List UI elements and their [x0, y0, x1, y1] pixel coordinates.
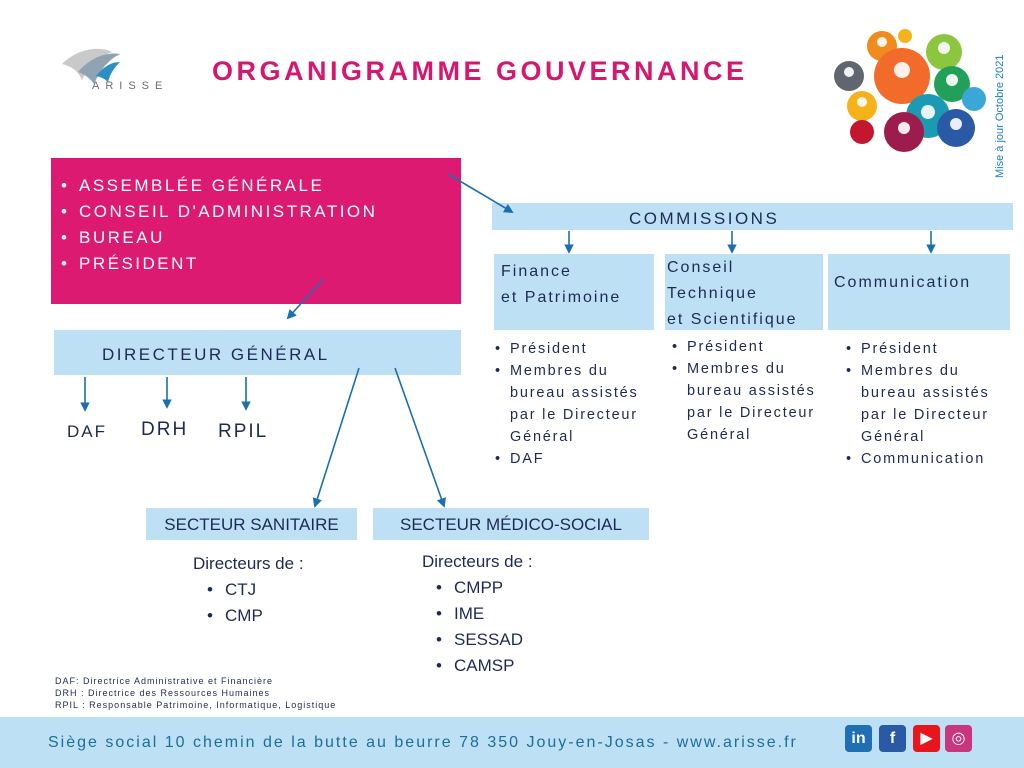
update-note — [994, 28, 1012, 178]
member-item: • Président — [687, 336, 832, 358]
governance-box — [51, 158, 461, 304]
director-item: • SESSAD — [454, 627, 533, 653]
member-item: • Membres du bureau assistés par le Directeur Général — [510, 360, 660, 448]
daf-label: DAF — [67, 422, 107, 441]
commission-scientific-members — [687, 336, 832, 446]
director-item: • IME — [454, 601, 533, 627]
abbreviation-notes — [55, 675, 336, 711]
footer — [0, 717, 1024, 768]
sector-label: SECTEUR MÉDICO-SOCIAL — [400, 515, 622, 534]
member-item: • DAF — [510, 448, 660, 470]
governance-list — [51, 158, 461, 277]
director-item: • CMP — [225, 603, 304, 629]
governance-item: • ASSEMBLÉE GÉNÉRALE — [79, 173, 461, 199]
member-item: • Membres du bureau assistés par le Directeur Général — [687, 358, 832, 446]
drh-label: DRH — [141, 419, 189, 440]
director-item: • CTJ — [225, 577, 304, 603]
governance-item: • PRÉSIDENT — [79, 251, 461, 277]
logo-wings-icon — [60, 42, 190, 102]
instagram-icon[interactable]: ◎ — [945, 725, 972, 752]
member-item: • Communication — [861, 448, 1021, 470]
note-line: DRH : Directrice des Ressources Humaines — [55, 688, 271, 698]
director-item: • CAMSP — [454, 653, 533, 679]
arrow-dg-sanitaire — [315, 368, 359, 506]
rpil-label: RPIL — [218, 421, 269, 442]
commission-communication-box — [828, 254, 1010, 330]
member-item: • Président — [510, 338, 660, 360]
linkedin-icon[interactable]: in — [845, 725, 872, 752]
commissions-label: COMMISSIONS — [629, 209, 780, 228]
governance-item: • CONSEIL D'ADMINISTRATION — [79, 199, 461, 225]
people-illustration — [832, 24, 988, 166]
commission-title: Communication — [834, 274, 972, 291]
directors-heading: Directeurs de : — [422, 552, 533, 571]
sector-medico-social-box — [373, 508, 649, 540]
people-bubbles-icon — [832, 24, 988, 166]
director-item: • CMPP — [454, 575, 533, 601]
youtube-icon[interactable]: ▶ — [913, 725, 940, 752]
commission-communication-members — [861, 338, 1021, 470]
directors-heading: Directeurs de : — [193, 554, 304, 573]
director-general-label: DIRECTEUR GÉNÉRAL — [102, 345, 330, 364]
facebook-icon[interactable]: f — [879, 725, 906, 752]
commission-title: Conseil Technique et Scientifique — [667, 259, 798, 328]
director-general-box — [54, 330, 461, 375]
sector-sanitaire-box — [146, 508, 357, 540]
footer-address: Siège social 10 chemin de la butte au beurre 78 350 Jouy-en-Josas - www.arisse.fr — [48, 734, 798, 751]
commissions-box — [492, 203, 1013, 230]
arisse-logo — [60, 42, 190, 102]
commission-title: Finance et Patrimoine — [501, 263, 622, 306]
note-line: RPIL : Responsable Patrimoine, Informatique, Logistique — [55, 700, 337, 710]
governance-item: • BUREAU — [79, 225, 461, 251]
commission-finance-members — [510, 338, 660, 470]
page-title: ORGANIGRAMME GOUVERNANCE — [212, 56, 748, 86]
commission-finance-box — [494, 254, 654, 330]
member-item: • Membres du bureau assistés par le Directeur Général — [861, 360, 1021, 448]
sector-sanitaire-directors — [193, 551, 304, 629]
sector-medico-social-directors — [422, 549, 533, 679]
arrow-dg-medico-social — [395, 368, 444, 506]
update-note-text: Mise à jour Octobre 2021 — [994, 54, 1006, 178]
commission-scientific-box — [665, 254, 823, 330]
sector-label: SECTEUR SANITAIRE — [164, 515, 339, 534]
logo-text: ARISSE — [92, 80, 169, 92]
member-item: • Président — [861, 338, 1021, 360]
note-line: DAF: Directrice Administrative et Financière — [55, 676, 274, 686]
